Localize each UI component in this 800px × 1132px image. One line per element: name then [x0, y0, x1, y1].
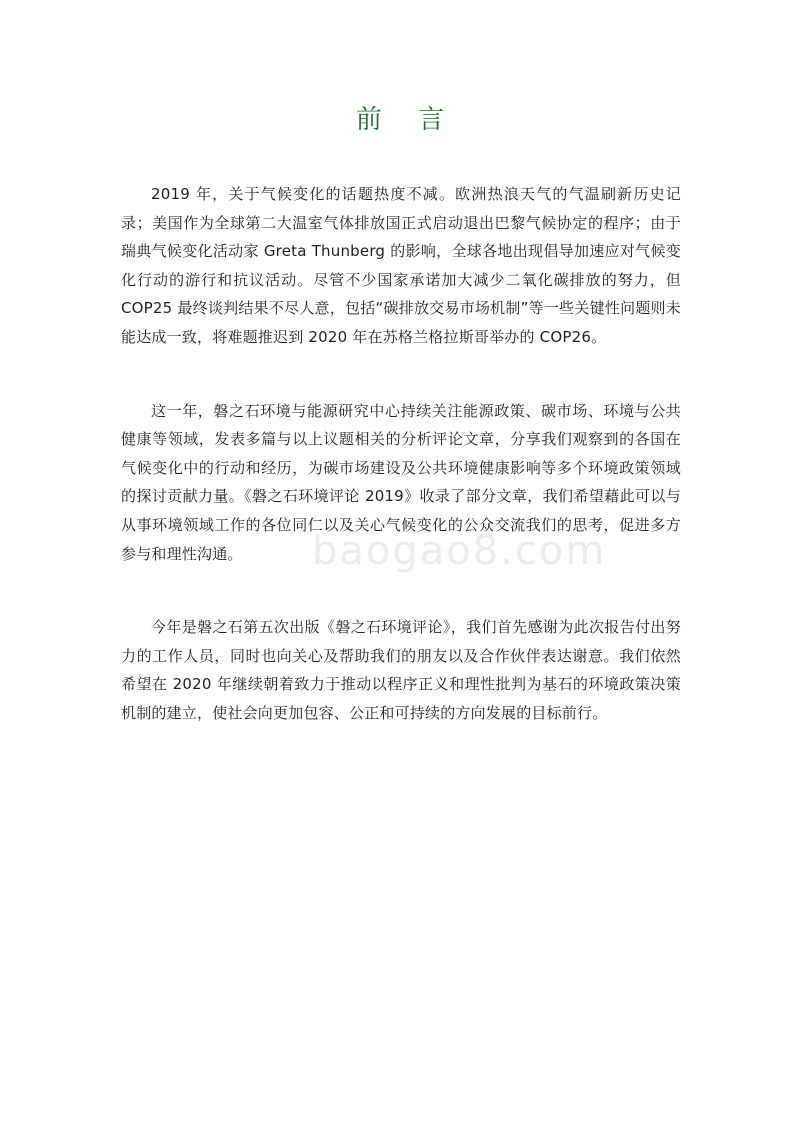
paragraph-1: 2019 年，关于气候变化的话题热度不减。欧洲热浪天气的气温刷新历史记录；美国作为全球第二大温室气体排放国正式启动退出巴黎气候协定的程序；由于瑞典气候变化活动家 Greta Thunberg 的影响，全球各地出现倡导加速应对气候变化行动的游行和抗议活动。尽管不少国家承诺加大减少二氧化碳排放的努力，但 COP25 最终谈判结果不尽人意，包括“碳排放交易市场机制”等一些关键性问题则未能达成一致，将难题推迟到 2020 年在苏格兰格拉斯哥举办的 COP26。 [121, 185, 681, 346]
preface-body [121, 180, 681, 773]
paragraph-3: 今年是磐之石第五次出版《磐之石环境评论》，我们首先感谢为此次报告付出努力的工作人员，同时也向关心及帮助我们的朋友以及合作伙伴表达谢意。我们依然希望在 2020 年继续朝着致力于推动以程序正义和理性批判为基石的环境政策决策机制的建立，使社会向更加包容、公正和可持续的方向发展的目标前行。 [121, 618, 681, 722]
paragraph-2: 这一年，磐之石环境与能源研究中心持续关注能源政策、碳市场、环境与公共健康等领域，发表多篇与以上议题相关的分析评论文章，分享我们观察到的各国在气候变化中的行动和经历，为碳市场建设及公共环境健康影响等多个环境政策领域的探讨贡献力量。《磐之石环境评论 2019》收录了部分文章，我们希望藉此可以与从事环境领域工作的各位同仁以及关心气候变化的公众交流我们的思考，促进多方参与和理性沟通。 [121, 401, 681, 563]
page-title: 前 言 [355, 105, 459, 135]
watermark: baogao8.com [312, 528, 607, 574]
